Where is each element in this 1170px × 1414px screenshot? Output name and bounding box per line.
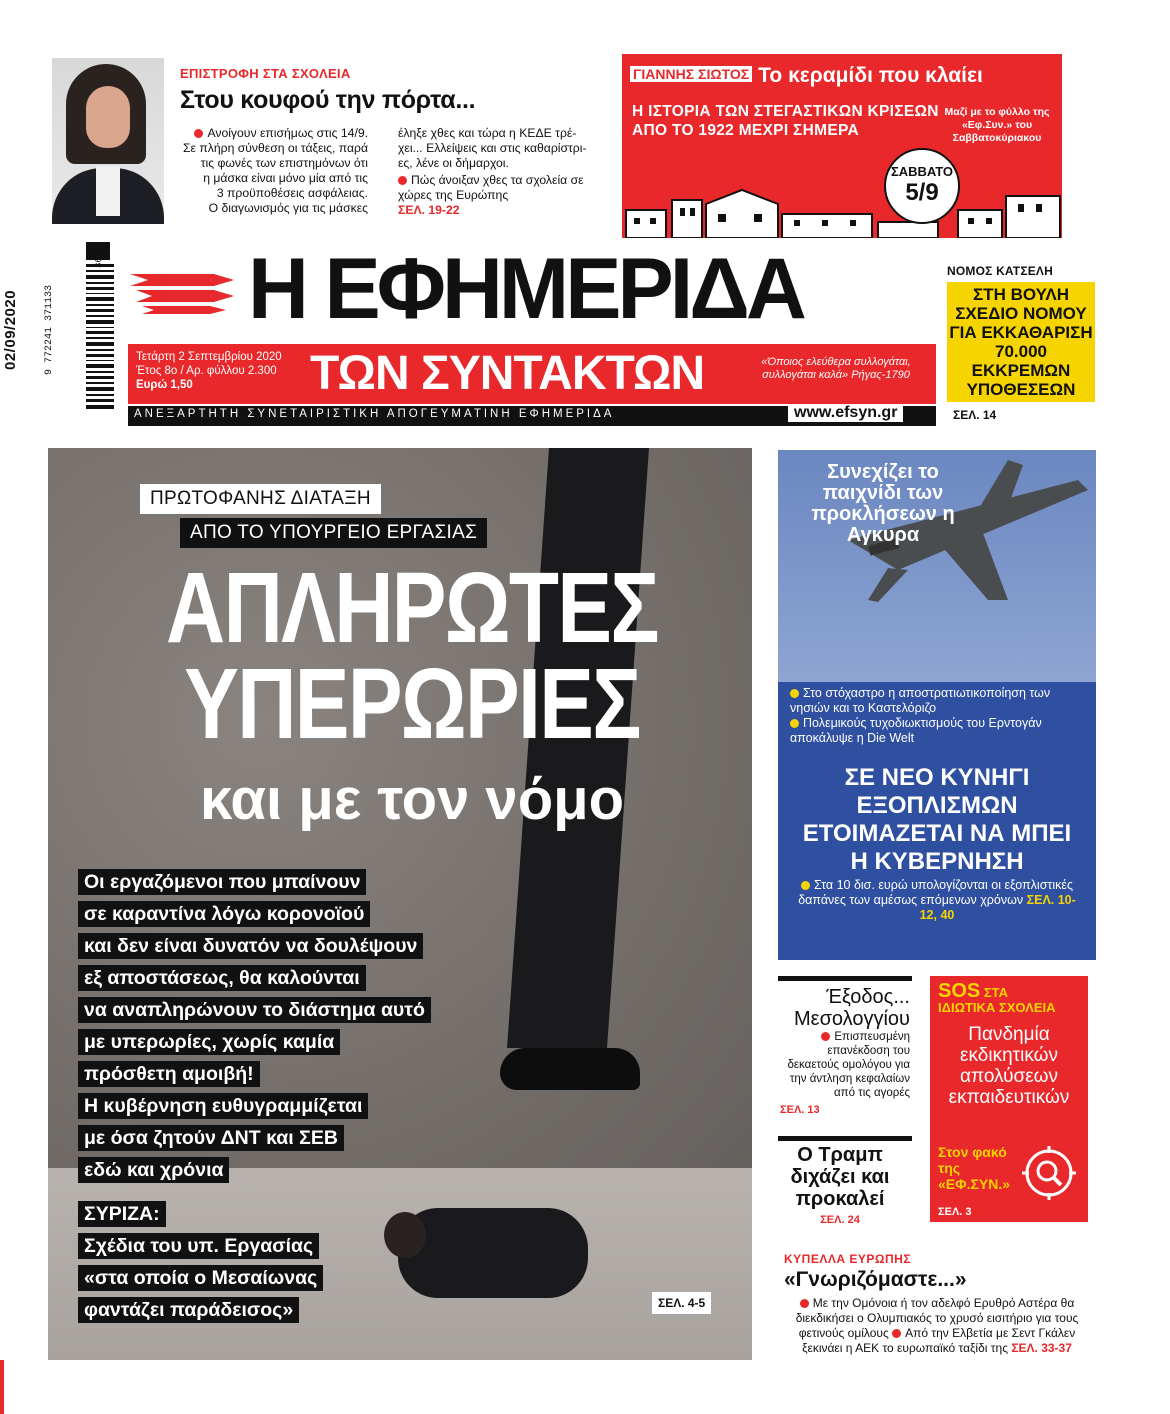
main-body-1: Οι εργαζόμενοι που μπαίνουν σε καραντίνα λόγω κορονοϊού και δεν είναι δυνατόν να δουλέψουν εξ αποστάσεως, θα καλούνται να αναπληρώνουν το διάστημα αυτό με υπερωρίες, χωρίς καμία πρόσθετη αμοιβή! <box>78 866 438 1090</box>
main-story[interactable] <box>48 448 752 1360</box>
schools-headline[interactable]: Στου κουφού την πόρτα... <box>180 86 476 114</box>
mesologgi-body: Επισπευσμένη επανέκδοση του δεκαετούς ομολόγου για την άντληση κεφαλαίων από τις αγορές <box>787 1031 910 1099</box>
barcode-icon <box>50 238 118 418</box>
main-kicker-2: ΑΠΟ ΤΟ ΥΠΟΥΡΓΕΙΟ ΕΡΓΑΣΙΑΣ <box>180 518 487 548</box>
bullet-icon <box>790 689 799 698</box>
cup-headline[interactable]: «Γνωριζόμαστε...» <box>784 1268 967 1291</box>
main-page-ref: ΣΕΛ. 4-5 <box>652 1292 711 1314</box>
masthead-tagline: ΑΝΕΞΑΡΤΗΤΗ ΣΥΝΕΤΑΙΡΙΣΤΙΚΗ ΑΠΟΓΕΥΜΑΤΙΝΗ ΕΦΗΜΕΡΙΔΑ <box>134 408 615 420</box>
sos-page-ref: ΣΕΛ. 3 <box>938 1206 972 1218</box>
sos-headline: Πανδημία εκδικητικών απολύσεων εκπαιδευτικών <box>948 1024 1070 1108</box>
law-page-ref: ΣΕΛ. 14 <box>953 408 997 422</box>
promo-date-badge: ΣΑΒΒΑΤΟ 5/9 <box>884 148 960 224</box>
side-date: 02/09/2020 <box>2 289 19 371</box>
website-link[interactable]: www.efsyn.gr <box>788 404 903 422</box>
sos-kicker: SOS ΣΤΑ ΙΔΙΩΤΙΚΑ ΣΧΟΛΕΙΑ <box>938 980 1056 1015</box>
mesologgi-page-ref: ΣΕΛ. 13 <box>780 1104 820 1116</box>
law-box[interactable] <box>947 258 1095 428</box>
promo-title: ΓΙΑΝΝΗΣ ΣΙΩΤΟΣ Το κεραμίδι που κλαίει <box>630 64 983 88</box>
divider <box>778 976 912 981</box>
schools-kicker: ΕΠΙΣΤΡΟΦΗ ΣΤΑ ΣΧΟΛΕΙΑ <box>180 66 351 81</box>
bullet-icon <box>801 881 810 890</box>
fallen-man <box>398 1208 588 1298</box>
schools-column-2: έληξε χθες και τώρα η ΚΕΔΕ τρέ- χει... Ελλείψεις και στις καθαρίστρι- ες, λένε οι δήμαρχοι. Πώς άνοιξαν χθες τα σχολεία σε χώρες της Ευρώπης ΣΕΛ. 19-22 <box>398 126 587 217</box>
trump-headline[interactable]: Ο Τραμπ διχάζει και προκαλεί <box>790 1144 890 1210</box>
bullet-icon <box>194 129 203 138</box>
law-kicker: ΝΟΜΟΣ ΚΑΤΣΕΛΗ <box>947 264 1054 278</box>
cup-kicker: ΚΥΠΕΛΛΑ ΕΥΡΩΠΗΣ <box>784 1252 912 1266</box>
main-headline: ΑΠΛΗΡΩΤΕΣ ΥΠΕΡΩΡΙΕΣ <box>165 552 659 760</box>
trump-page-ref: ΣΕΛ. 24 <box>820 1214 860 1226</box>
fallen-man-head <box>384 1212 426 1258</box>
barcode-number: 9 772241 371133 <box>44 285 55 376</box>
masthead-title[interactable]: Η ΕΦΗΜΕΡΙΔΑ <box>248 241 803 337</box>
cup-body: Με την Ομόνοια ή τον αδελφό Ερυθρό Αστέρα θα διεκδικήσει ο Ολυμπιακός το χρυσό εισιτήριο για τους φετινούς ομίλους Από την Ελβετία με Σεντ Γκάλεν ξεκινάει η ΑΕΚ το ευρωπαϊκό ταξίδι της ΣΕΛ. 33-37 <box>795 1296 1079 1355</box>
masthead-issue-info: Τετάρτη 2 Σεπτεμβρίου 2020 Έτος 8ο / Αρ. φύλλου 2.300 Ευρώ 1,50 <box>136 351 282 391</box>
sos-box[interactable] <box>930 976 1088 1222</box>
turkey-box[interactable] <box>778 450 1096 960</box>
main-headline-sub: και με τον νόμο <box>199 767 625 832</box>
main-body-3: ΣΥΡΙΖΑ: Σχέδια του υπ. Εργασίας «στα οποία ο Μεσαίωνας φαντάζει παράδεισος» <box>78 1198 368 1326</box>
main-body-2: Η κυβέρνηση ευθυγραμμίζεται με όσα ζητούν ΔΝΤ και ΣΕΒ εδώ και χρόνια <box>78 1090 418 1186</box>
schools-page-ref: ΣΕΛ. 19-22 <box>398 203 460 217</box>
turkey-bullets: Στο στόχαστρο η αποστρατιωτικοποίηση των νησιών και το Καστελόριζο Πολεμικούς τυχοδιωκτισμούς του Ερντογάν αποκάλυψε η Die Welt <box>790 686 1051 745</box>
magnifier-target-icon <box>1020 1144 1078 1202</box>
bullet-icon <box>892 1329 901 1338</box>
shoe <box>500 1048 640 1090</box>
turkey-footnote: Στα 10 δισ. ευρώ υπολογίζονται οι εξοπλιστικές δαπάνες των αμέσως επόμενων χρόνων ΣΕΛ. 10-12, 40 <box>798 878 1076 922</box>
mesologgi-headline[interactable]: Έξοδος... Μεσολογγίου <box>794 986 910 1030</box>
housing-promo[interactable] <box>622 54 1062 238</box>
bullet-icon <box>790 719 799 728</box>
main-kicker-1: ΠΡΩΤΟΦΑΝΗΣ ΔΙΑΤΑΞΗ <box>140 484 381 514</box>
promo-subtitle: Η ΙΣΤΟΡΙΑ ΤΩΝ ΣΤΕΓΑΣΤΙΚΩΝ ΚΡΙΣΕΩΝ ΑΠΟ ΤΟ 1922 ΜΕΧΡΙ ΣΗΜΕΡΑ <box>632 103 939 139</box>
turkey-big-headline: ΣΕ ΝΕΟ ΚΥΝΗΓΙ ΕΞΟΠΛΙΣΜΩΝ ΕΤΟΙΜΑΖΕΤΑΙ ΝΑ ΜΠΕΙ Η ΚΥΒΕΡΝΗΣΗ <box>802 764 1072 875</box>
minister-photo <box>52 58 164 224</box>
bullet-icon <box>398 176 407 185</box>
sos-focus-label: Στον φακό της «ΕΦ.ΣΥΝ.» <box>938 1144 1011 1192</box>
promo-side-note: Μαζί με το φύλλο της «Εφ.Συν.» του Σαββατοκύριακου <box>944 106 1050 144</box>
barcode-addon: 36 <box>94 257 104 268</box>
schools-column-1: Ανοίγουν επισήμως στις 14/9. Σε πλήρη σύνθεση οι τάξεις, παρά τις φωνές των επιστημόνων ότι η μάσκα είναι μόνο μία από τις 3 προϋποθέσεις ασφάλειας. Ο διαγωνισμός για τις μάσκες <box>183 126 368 215</box>
law-headline: ΣΤΗ ΒΟΥΛΗ ΣΧΕΔΙΟ ΝΟΜΟΥ ΓΙΑ ΕΚΚΑΘΑΡΙΣΗ 70.000 ΕΚΚΡΕΜΩΝ ΥΠΟΘΕΣΕΩΝ <box>947 282 1095 402</box>
pens-logo-icon <box>130 266 242 314</box>
bullet-icon <box>821 1032 830 1041</box>
edge-mark <box>0 1360 4 1414</box>
cup-page-ref: ΣΕΛ. 33-37 <box>1011 1341 1072 1355</box>
divider <box>778 1136 912 1141</box>
masthead-subtitle: ΤΩΝ ΣΥΝΤΑΚΤΩΝ <box>310 347 705 400</box>
masthead-quote: «Όποιος ελεύθερα συλλογάται, συλλογάται καλά» Ρήγας-1790 <box>761 356 911 381</box>
turkey-headline: Συνεχίζει το παιχνίδι των προκλήσεων η Αγκυρα <box>811 461 955 546</box>
bullet-icon <box>800 1299 809 1308</box>
rooftops-drawing <box>622 170 1062 238</box>
